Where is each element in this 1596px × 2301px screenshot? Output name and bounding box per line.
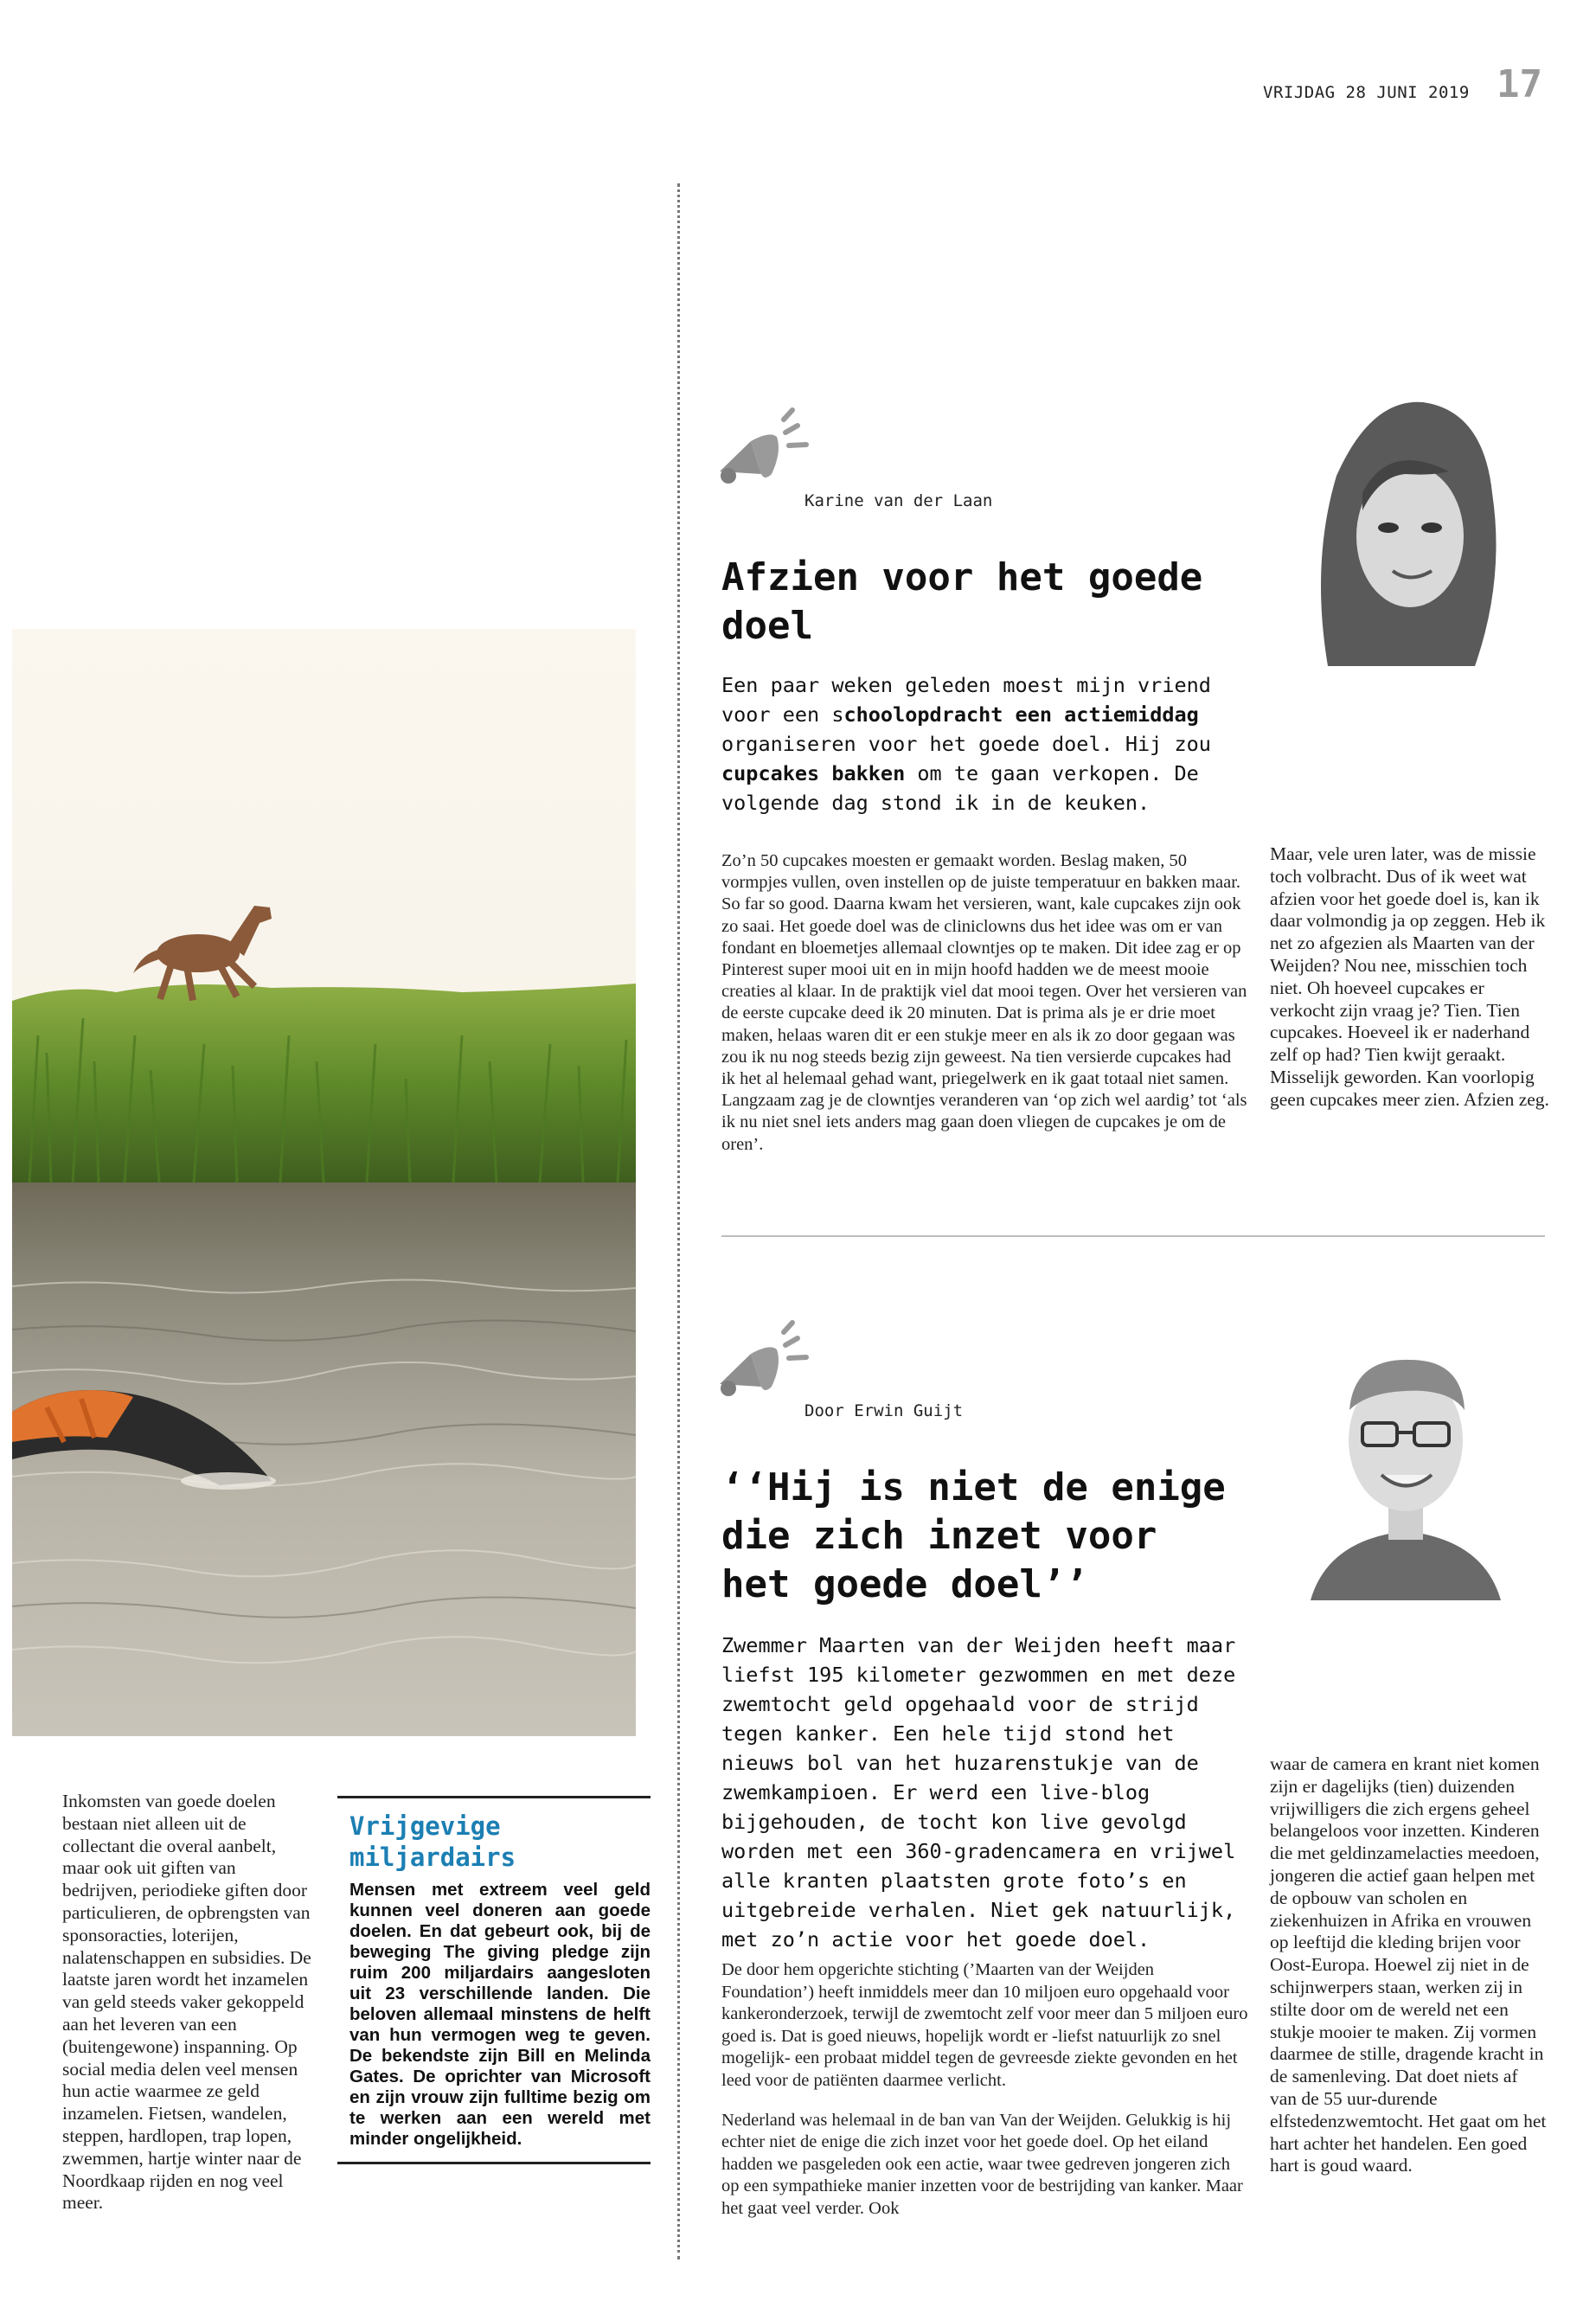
article2-lead: Zwemmer Maarten van der Weijden heeft maar liefst 195 kilometer gezwommen en met deze zwemtocht geld opgehaald voor de strijd tegen kanker. Een hele tijd stond het nieuws bol van het huzarenstukje van de zwemkampioen. Er werd een live-blog bijgehouden, de tocht kon live gevolgd worden met een 360-gradencamera en vrijwel alle kranten plaatsten grote foto’s en uitgebreide verhalen. Niet gek natuurlijk, met zo’n actie voor het goede doel. xyxy=(721,1633,1236,1952)
column-divider xyxy=(677,183,680,2259)
article2-body-paragraph: Nederland was helemaal in de ban van Van der Weijden. Gelukkig is hij echter niet de enige die zich inzet voor het goede doel. Op het eiland hadden we pasgeleden ook een actie, waar twee gedreven jongeren zich op een sympathieke manier inzetten voor de bestrijding van kanker. Maar het gaat veel verder. Ook xyxy=(721,2110,1243,2218)
author-portrait-erwin xyxy=(1302,1306,1509,1600)
megaphone-icon xyxy=(709,407,813,493)
article1-body-col2: Maar, vele uren later, was de missie toch volbracht. Dus of ik weet wat afzien voor het goede doel is, kan ik daar volmondig ja op zeggen. Heb ik net zo afgezien als Maarten van der Weijden? Nou nee, misschien toch niet. Oh hoeveel cupcakes er verkocht zijn vraag je? Tien. Tien cupcakes. Hoeveel ik er naderhand zelf op had? Tien kwijt geraakt. Misselijk geworden. Kan voorlopig geen cupcakes meer zien. Afzien zeg. xyxy=(1270,843,1549,1110)
sidebar-text: Inkomsten van goede doelen bestaan niet alleen uit de collectant die overal aanbelt, maar ook uit giften van bedrijven, periodieke giften door particulieren, de opbrengsten van sponsoracties, loterijen, nalatenschappen en subsidies. De laatste jaren wordt het inzamelen van geld steeds vaker gekoppeld aan het leveren van een (buitengewone) inspanning. Op social media delen veel mensen hun actie waarmee ze geld inzamelen. Fietsen, wandelen, steppen, hardlopen, trap lopen, zwemmen, hartje winter naar de Noordkaap rijden en nog veel meer. xyxy=(62,1791,311,2214)
info-box xyxy=(337,1796,651,2164)
article1-body-col1: Zo’n 50 cupcakes moesten er gemaakt worden. Beslag maken, 50 vormpjes vullen, oven instellen op de juiste temperatuur en bakken maar. So far so good. Daarna kwam het versieren, want, kale cupcakes zijn ook zo saai. Het goede doel was de cliniclowns dus het idee was om er van fondant en bloemetjes allemaal clowntjes op te maken. Dit idee zag er op Pinterest super mooi uit en in mijn hoofd hadden we de meest mooie creaties al klaar. In de praktijk viel dat mooi tegen. Over het versieren van de eerste cupcake deed ik 20 minuten. Dat is prima als je er drie moet maken, helaas waren dit er een stukje meer en als ik zo door gegaan was zou ik nu nog steeds bezig zijn geweest. Na tien versierde cupcakes had ik het al helemaal gehad want, priegelwerk en ik gaat totaal niet samen. Langzaam zag je de clowntjes veranderen van ‘op zich wel aardig’ tot ‘als ik nu niet snel iets anders mag gaan doen vliegen de cupcakes je om de oren’. xyxy=(721,851,1247,1154)
article2-body-col2: waar de camera en krant niet komen zijn er dagelijks (tien) duizenden vrijwilligers die zich ergens geheel belangeloos voor inzetten. Kinderen die met geldinzamelacties meedoen, jongeren die actief gaan helpen met de opbouw van scholen en ziekenhuizen in Afrika en vrouwen op leeftijd die kleding brijen voor Oost-Europa. Hoewel zij niet in de schijnwerpers staan, werken zij in stilte door om de wereld net een stukje mooier te maken. Zij vormen daarmee de stille, dragende kracht in de samenleving. Dat doet niets af van de 55 uur-durende elfstedenzwemtocht. Het gaat om het hart achter het handelen. Een goed hart is goud waard. xyxy=(1270,1753,1547,2176)
article-separator xyxy=(721,1235,1545,1237)
article2-headline: ‘‘Hij is niet de enige die zich inzet voor het goede doel’’ xyxy=(721,1465,1226,1606)
issue-date: VRIJDAG 28 JUNI 2019 xyxy=(1263,83,1470,102)
article1-lead: Een paar weken geleden moest mijn vriend voor een schoolopdracht een actiemiddag organiseren voor het goede doel. Hij zou cupcakes bakken om te gaan verkopen. De volgende dag stond ik in de keuken. xyxy=(721,673,1211,815)
author-portrait-karine xyxy=(1302,389,1509,675)
article1-headline: Afzien voor het goede doel xyxy=(721,555,1203,648)
article1-author: Karine van der Laan xyxy=(804,491,993,510)
article2-body-col1 xyxy=(721,1959,1249,2221)
info-box-body: Mensen met extreem veel geld kunnen veel doneren aan goede doelen. En dat gebeurt ook, bij de beweging The giving pledge zijn ruim 200 miljardairs aangesloten uit 23 verschillende landen. Die beloven allemaal minstens de helft van hun vermogen weg te geven. De bekendste zijn Bill en Melinda Gates. De oprichter van Microsoft en zijn vrouw zijn fulltime bezig om te werken aan een wereld met minder ongelijkheid. xyxy=(349,1880,651,2149)
article2-body-paragraph: De door hem opgerichte stichting (’Maarten van der Weijden Foundation’) heeft inmiddels meer dan 10 miljoen euro opgehaald voor kankeronderzoek, terwijl de zwemtocht zelf voor meer dan 5 miljoen euro goed is. Dat is goed nieuws, hopelijk wordt er -liefst natuurlijk zo snel mogelijk- een probaat middel tegen de gevreesde ziekte gevonden en het leed voor de patiënten daarmee verlicht. xyxy=(721,1960,1248,2090)
article2-author: Door Erwin Guijt xyxy=(804,1401,964,1420)
info-box-title: Vrijgevige miljardairs xyxy=(349,1811,516,1872)
megaphone-icon xyxy=(709,1319,813,1406)
swimmer-horse-photo xyxy=(12,629,636,1736)
page-number: 17 xyxy=(1497,62,1542,106)
